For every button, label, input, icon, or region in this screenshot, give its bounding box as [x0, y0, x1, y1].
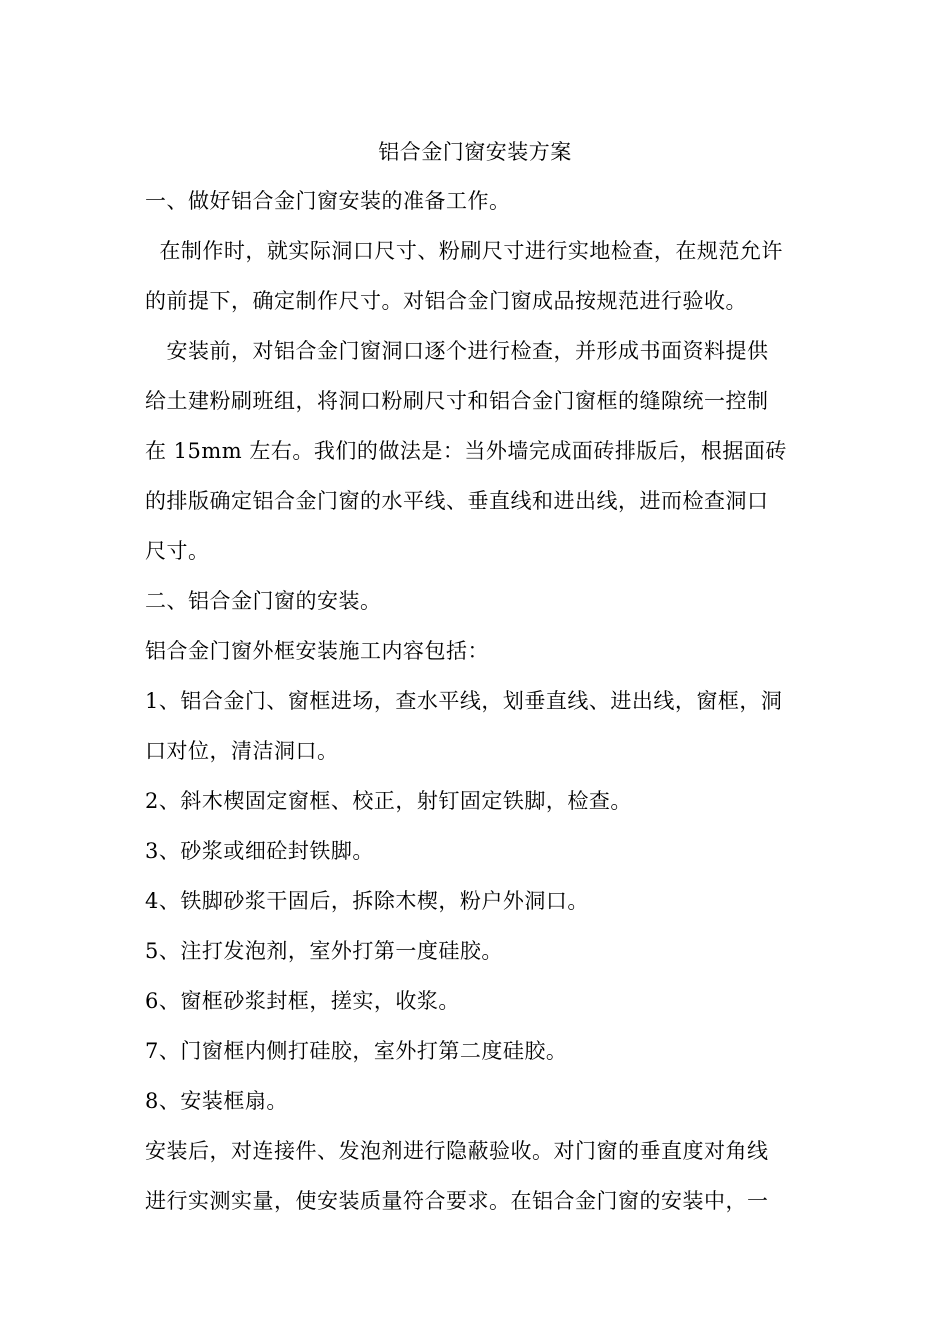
document-title: 铝合金门窗安装方案 — [378, 140, 572, 164]
paragraph-line: 的前提下，确定制作尺寸。对铝合金门窗成品按规范进行验收。 — [145, 289, 747, 313]
paragraph-line: 在 15mm 左右。我们的做法是：当外墙完成面砖排版后，根据面砖 — [145, 439, 787, 463]
paragraph-line: 的排版确定铝合金门窗的水平线、垂直线和进出线，进而检查洞口 — [145, 489, 769, 513]
section-heading-2: 二、铝合金门窗的安装。 — [145, 589, 382, 613]
section-heading-1: 一、做好铝合金门窗安装的准备工作。 — [145, 189, 511, 213]
list-item: 3、砂浆或细砼封铁脚。 — [145, 839, 374, 863]
paragraph-line: 给土建粉刷班组，将洞口粉刷尺寸和铝合金门窗框的缝隙统一控制 — [145, 389, 769, 413]
paragraph-line: 铝合金门窗外框安装施工内容包括： — [145, 639, 489, 663]
list-item: 6、窗框砂浆封框，搓实，收浆。 — [145, 989, 460, 1013]
list-item: 8、安装框扇。 — [145, 1089, 288, 1113]
list-item: 4、铁脚砂浆干固后，拆除木楔，粉户外洞口。 — [145, 889, 589, 913]
paragraph-line: 尺寸。 — [145, 539, 210, 563]
paragraph-line: 进行实测实量，使安装质量符合要求。在铝合金门窗的安装中，一 — [145, 1189, 769, 1213]
list-item: 2、斜木楔固定窗框、校正，射钉固定铁脚，检查。 — [145, 789, 632, 813]
paragraph-line: 安装后，对连接件、发泡剂进行隐蔽验收。对门窗的垂直度对角线 — [145, 1139, 769, 1163]
list-item: 5、注打发泡剂，室外打第一度硅胶。 — [145, 939, 503, 963]
list-item-continuation: 口对位，清洁洞口。 — [145, 739, 339, 763]
paragraph-line: 在制作时，就实际洞口尺寸、粉刷尺寸进行实地检查，在规范允许 — [145, 239, 783, 263]
list-item: 1、铝合金门、窗框进场，查水平线，划垂直线、进出线，窗框，洞 — [145, 689, 783, 713]
paragraph-line: 安装前，对铝合金门窗洞口逐个进行检查，并形成书面资料提供 — [145, 339, 769, 363]
list-item: 7、门窗框内侧打硅胶，室外打第二度硅胶。 — [145, 1039, 568, 1063]
